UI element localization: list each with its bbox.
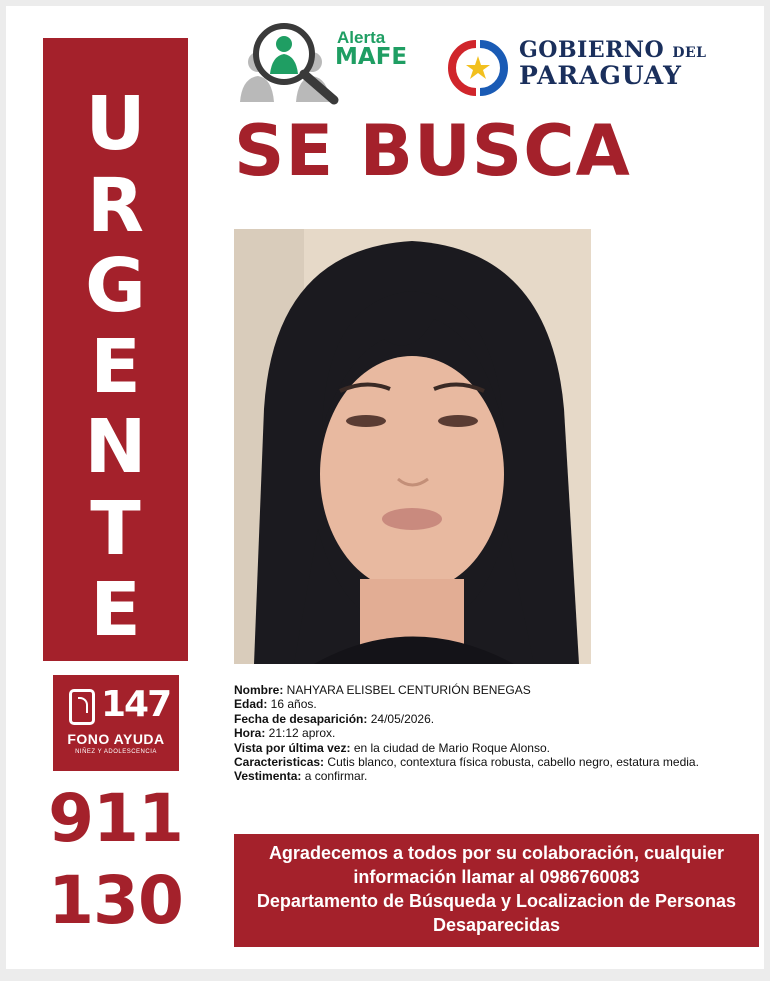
detail-label: Hora:: [234, 726, 266, 741]
government-name-line2: PARAGUAY: [519, 61, 682, 90]
urgent-letter: G: [85, 243, 146, 329]
detail-value: en la ciudad de Mario Roque Alonso.: [350, 740, 550, 755]
fono-ayuda-badge: [53, 675, 179, 771]
fono-sublabel: NIÑEZ Y ADOLESCENCIA: [75, 749, 157, 755]
detail-value: a confirmar.: [301, 769, 368, 784]
person-details: [234, 683, 726, 784]
government-suffix: DEL: [672, 45, 707, 61]
detail-value: NAHYARA ELISBEL CENTURIÓN BENEGAS: [283, 683, 531, 697]
detail-name: [234, 683, 726, 697]
detail-label: Vestimenta:: [234, 769, 302, 784]
contact-line: información llamar al 0986760083: [353, 867, 640, 887]
contact-line: Desaparecidas: [432, 915, 561, 935]
emergency-number-911: 911: [48, 780, 183, 857]
detail-label: Vista por última vez:: [234, 740, 351, 755]
detail-date: [234, 712, 726, 726]
urgent-letter: U: [85, 81, 146, 167]
detail-age: [234, 697, 726, 711]
contact-line: Departamento de Búsqueda y Localizacion de Personas: [256, 891, 737, 911]
detail-value: Cutis blanco, contextura física robusta, cabello negro, estatura media.: [324, 755, 699, 770]
paraguay-seal-icon: [446, 36, 510, 96]
detail-label: Edad:: [234, 697, 268, 712]
mafe-logo-line1: Alerta: [337, 28, 386, 47]
urgent-letter: T: [90, 486, 141, 572]
fono-number: 147: [101, 684, 171, 725]
phone-icon: [69, 689, 95, 725]
detail-label: Caracteristicas:: [234, 755, 325, 770]
urgent-letter: E: [90, 324, 141, 410]
urgent-letter: E: [90, 567, 141, 653]
detail-value: 21:12 aprox.: [265, 726, 336, 741]
contact-line: Agradecemos a todos por su colaboración, cualquier: [268, 843, 725, 863]
government-word: GOBIERNO: [519, 37, 665, 63]
detail-label: Fecha de desaparición:: [234, 711, 368, 726]
detail-label: Nombre:: [234, 683, 284, 697]
urgent-banner: [43, 38, 188, 661]
detail-features: [234, 755, 726, 769]
emergency-number-130: 130: [48, 862, 183, 939]
detail-last-seen: [234, 741, 726, 755]
contact-banner: [234, 834, 759, 947]
urgent-letter: R: [87, 163, 144, 249]
page-title: SE BUSCA: [234, 110, 631, 192]
detail-time: [234, 726, 726, 740]
urgent-letter: N: [84, 404, 147, 490]
detail-value: 16 años.: [267, 697, 317, 712]
mafe-logo-line2: MAFE: [335, 44, 408, 70]
detail-clothing: [234, 769, 726, 783]
detail-value: 24/05/2026.: [367, 711, 435, 726]
portrait-photo: [234, 229, 591, 664]
fono-label: FONO AYUDA: [67, 731, 165, 747]
